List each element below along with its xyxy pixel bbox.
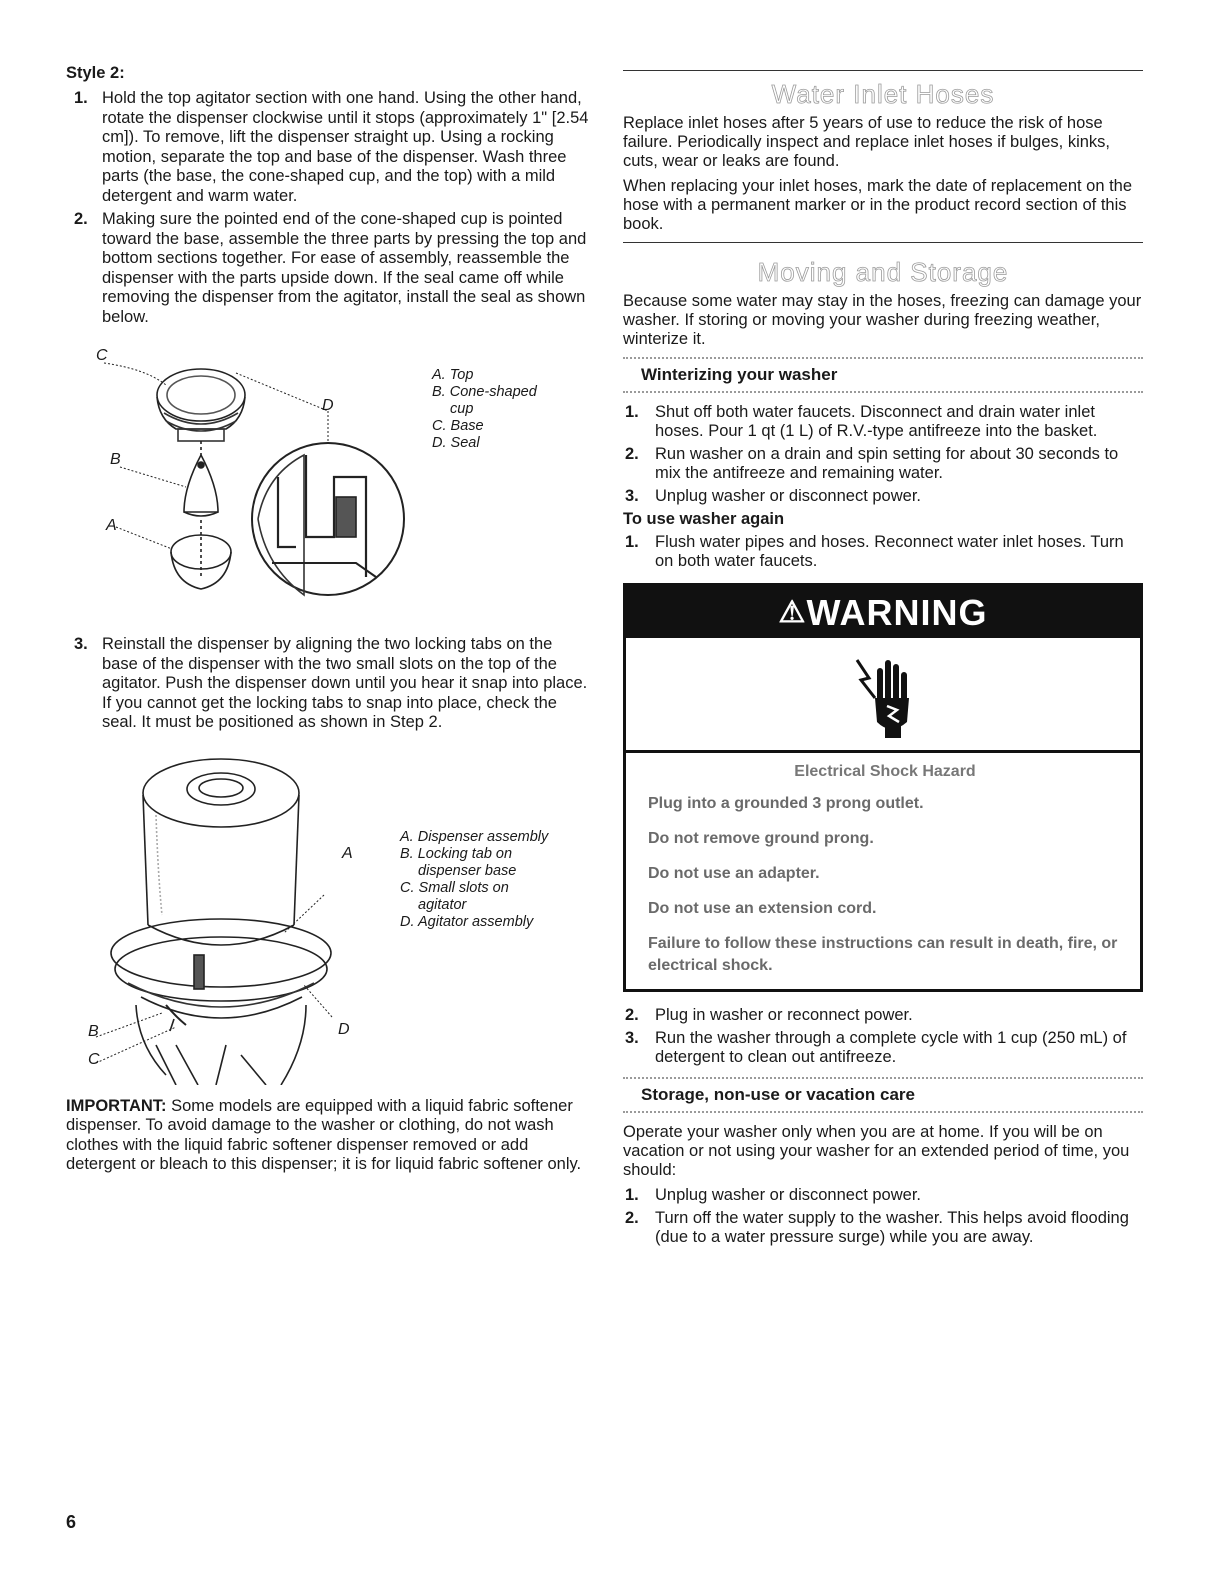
legend-item: D. Agitator assembly: [400, 913, 534, 930]
figure-legend: [400, 829, 548, 931]
section-title-moving-storage: Moving and Storage: [757, 257, 1009, 287]
list-number: 1.: [625, 1186, 639, 1204]
paragraph: Because some water may stay in the hoses, freezing can damage your washer. If storing or moving your washer during freezing weather, winterize it.: [623, 292, 1142, 348]
divider: [623, 70, 1143, 71]
list-number: 1.: [74, 89, 88, 107]
list-text: Flush water pipes and hoses. Reconnect water inlet hoses. Turn on both water faucets.: [655, 533, 1124, 570]
list-item: [623, 1209, 1143, 1247]
list-text: Unplug washer or disconnect power.: [655, 1186, 921, 1204]
hazard-title: Electrical Shock Hazard: [794, 763, 976, 780]
legend-item: B. Locking tab on: [400, 845, 513, 862]
list-number: 2.: [625, 445, 639, 463]
important-note: [66, 1097, 592, 1175]
figure-label-a: A: [342, 844, 353, 862]
important-text: Some models are equipped with a liquid fabric softener dispenser. To avoid damage to the washer or clothing, do not wash clothes with the liquid fabric softener dispenser removed or add detergent or bleach to this dispenser; it is for liquid fabric softener only.: [66, 1096, 582, 1173]
legend-item: A. Top: [432, 367, 474, 383]
list-text: Run the washer through a complete cycle with 1 cup (250 mL) of detergent to clean out antifreeze.: [655, 1029, 1127, 1066]
page-number: 6: [66, 1512, 77, 1532]
figure-label-c: C: [96, 347, 108, 364]
figure-legend: [432, 367, 537, 452]
list-number: 3.: [74, 635, 88, 653]
warning-line: Do not use an adapter.: [648, 865, 820, 882]
legend-item: C. Small slots on: [400, 879, 509, 896]
list-number: 3.: [625, 487, 639, 505]
figure-label-d: D: [338, 1020, 350, 1038]
list-item: [623, 1006, 1143, 1025]
list-item: [623, 533, 1143, 571]
dispenser-install-figure: [66, 755, 592, 1085]
legend-item: C. Base: [432, 418, 484, 434]
dotted-divider: [623, 1111, 1143, 1113]
divider: [623, 242, 1143, 243]
list-number: 2.: [625, 1209, 639, 1227]
paragraph: When replacing your inlet hoses, mark the date of replacement on the hose with a permanent marker or in the product record section of this book.: [623, 177, 1133, 233]
dotted-divider: [623, 391, 1143, 393]
figure-label-c: C: [88, 1050, 100, 1068]
section-title-water-inlet-hoses: Water Inlet Hoses: [771, 79, 995, 109]
list-text: Turn off the water supply to the washer. This helps avoid flooding (due to a water pressure surge) while you are away.: [655, 1209, 1129, 1246]
figure-label-d: D: [322, 397, 334, 414]
dispenser-install-illustration: [66, 755, 366, 1085]
important-label: IMPORTANT:: [66, 1096, 167, 1115]
legend-item: B. Cone-shaped: [432, 384, 537, 400]
warning-line: Plug into a grounded 3 prong outlet.: [648, 795, 924, 812]
subsection-title-storage: Storage, non-use or vacation care: [641, 1085, 915, 1104]
list-text: Making sure the pointed end of the cone-shaped cup is pointed toward the base, assemble the three parts by pressing the top and bottom sections together. For ease of assembly, reassemble the dispenser with the parts upside down. If the seal came off while removing the dispenser from the agitator, install the seal as shown below.: [102, 210, 587, 326]
list-number: 2.: [625, 1006, 639, 1024]
subsection-title-winterizing: Winterizing your washer: [641, 365, 838, 384]
list-item: [623, 1186, 1143, 1205]
list-text: Unplug washer or disconnect power.: [655, 487, 921, 505]
electric-shock-hand-icon: [851, 650, 921, 740]
warning-line: Do not remove ground prong.: [648, 830, 874, 847]
legend-item: D. Seal: [432, 435, 480, 451]
legend-item: dispenser base: [418, 862, 517, 879]
list-number: 2.: [74, 210, 88, 228]
list-text: Reinstall the dispenser by aligning the two locking tabs on the base of the dispenser with the two small slots on the top of the agitator. Push the dispenser down until you hear it snap into place. If you cannot get the locking tabs to snap into place, check the seal. It must be positioned as shown in Step 2.: [102, 635, 588, 731]
warning-line: Do not use an extension cord.: [648, 900, 877, 917]
dispenser-parts-figure: [66, 337, 592, 629]
list-number: 3.: [625, 1029, 639, 1047]
figure-label-a: A: [106, 517, 117, 534]
style-heading: Style 2:: [66, 64, 125, 82]
list-item: [623, 487, 1143, 506]
figure-label-b: B: [110, 451, 121, 468]
warning-box: [623, 583, 1143, 992]
warning-line: Failure to follow these instructions can result in death, fire, or electrical shock.: [648, 935, 1118, 974]
list-number: 1.: [625, 403, 639, 421]
list-text: Shut off both water faucets. Disconnect and drain water inlet hoses. Pour 1 qt (1 L) of R.V.-type antifreeze into the basket.: [655, 403, 1098, 440]
dotted-divider: [623, 1077, 1143, 1079]
list-text: Plug in washer or reconnect power.: [655, 1006, 913, 1024]
legend-item: A. Dispenser assembly: [400, 828, 549, 845]
subsection-title-use-again: To use washer again: [623, 510, 785, 528]
list-item: [623, 403, 1143, 441]
paragraph: Operate your washer only when you are at home. If you will be on vacation or not using your washer for an extended period of time, you should:: [623, 1123, 1130, 1179]
list-item: [66, 89, 592, 206]
warning-title: WARNING: [806, 592, 988, 633]
legend-item: cup: [450, 401, 474, 417]
left-column: [66, 64, 592, 1175]
list-item: [66, 635, 592, 733]
paragraph: Replace inlet hoses after 5 years of use to reduce the risk of hose failure. Periodically inspect and replace inlet hoses if bulges, kinks, cuts, wear or leaks are found.: [623, 114, 1111, 170]
legend-item: agitator: [418, 896, 467, 913]
dotted-divider: [623, 357, 1143, 359]
warning-header: [626, 586, 1140, 638]
list-number: 1.: [625, 533, 639, 551]
list-text: Hold the top agitator section with one hand. Using the other hand, rotate the dispenser clockwise until it stops (approximately 1" [2.54 cm]). To remove, lift the dispenser straight up. Using a rocking motion, separate the top and base of the dispenser. Wash three parts (the base, the cone-shaped cup, and the top) with a mild detergent and warm water.: [102, 89, 589, 205]
warning-text: [626, 753, 1140, 989]
list-item: [623, 445, 1143, 483]
list-item: [623, 1029, 1143, 1067]
warning-icon-area: [626, 638, 1140, 753]
figure-label-b: B: [88, 1022, 99, 1040]
dispenser-parts-illustration: [66, 337, 416, 629]
right-column: [623, 70, 1143, 1251]
warning-triangle-icon: ⚠: [778, 596, 807, 629]
list-item: [66, 210, 592, 327]
list-text: Run washer on a drain and spin setting for about 30 seconds to mix the antifreeze and remaining water.: [655, 445, 1119, 482]
